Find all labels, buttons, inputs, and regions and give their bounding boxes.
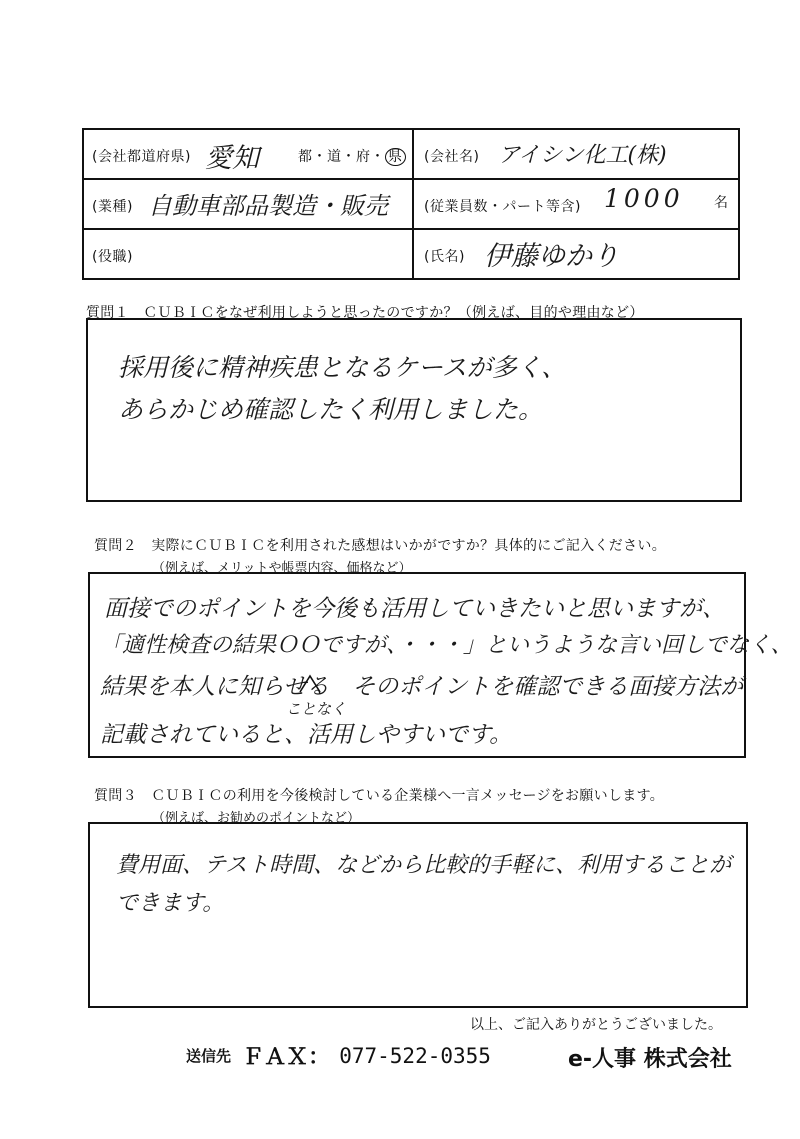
fax-number: 077-522-0355 — [339, 1043, 491, 1068]
prefecture-option-ken: 県 — [385, 148, 406, 166]
insertion-caret-icon — [298, 672, 322, 694]
q2-answer-line-1: 面接でのポイントを今後も活用していきたいと思いますが、 — [104, 596, 725, 622]
q2-insertion-text: ことなく — [286, 700, 347, 718]
employees-label: (従業員数・パート等含) — [424, 199, 581, 215]
fax-label: ＦＡＸ： — [242, 1045, 331, 1070]
footer-company-name: e-人事 株式会社 — [568, 1047, 732, 1072]
send-to-label: 送信先 — [186, 1047, 232, 1065]
q2-answer-line-3: 結果を本人に知らせる そのポイントを確認できる面接方法が — [100, 674, 744, 700]
q3-answer-line-2: できます。 — [116, 891, 225, 916]
q3-subtitle: （例えば、お勧めのポイントなど） — [152, 811, 361, 826]
prefecture-label: (会社都道府県) — [92, 149, 191, 165]
q3-answer-box[interactable] — [88, 822, 748, 1008]
company-value[interactable]: アイシン化工(株) — [498, 143, 667, 168]
q3-answer-line-1: 費用面、テスト時間、などから比較的手軽に、利用することが — [116, 853, 732, 878]
q1-answer-line-2: あらかじめ確認したく利用しました。 — [118, 395, 544, 424]
position-label: (役職) — [92, 249, 133, 265]
employees-value[interactable]: 1000 — [604, 184, 684, 213]
q2-subtitle: （例えば、メリットや帳票内容、価格など） — [152, 561, 412, 576]
industry-value[interactable]: 自動車部品製造・販売 — [148, 192, 388, 220]
q2-answer-line-2: 「適性検査の結果ＯＯですが、・・・」というような言い回しでなく、 — [100, 633, 793, 658]
q1-title: 質問１ ＣＵＢＩＣをなぜ利用しようと思ったのですか？（例えば、目的や理由など） — [86, 305, 644, 321]
q2-title: 質問２ 実際にＣＵＢＩＣを利用された感想はいかがですか？具体的にご記入ください。 — [94, 538, 666, 554]
industry-label: (業種) — [92, 199, 133, 215]
q2-answer-box[interactable] — [88, 572, 793, 758]
prefecture-value[interactable]: 愛知 — [205, 143, 259, 174]
company-label: (会社名) — [424, 149, 480, 165]
q3-title: 質問３ ＣＵＢＩＣの利用を今後検討している企業様へ一言メッセージをお願いします。 — [94, 788, 665, 804]
name-label: (氏名) — [424, 249, 465, 265]
q2-answer-line-4: 記載されていると、活用しやすいです。 — [100, 722, 513, 748]
name-value[interactable]: 伊藤ゆかり — [484, 241, 619, 272]
closing-message: 以上、ご記入ありがとうございました。 — [470, 1017, 722, 1033]
footer — [186, 1040, 491, 1071]
prefecture-options: 都・道・府・ 県 — [298, 146, 406, 166]
q1-answer-line-1: 採用後に精神疾患となるケースが多く、 — [118, 353, 567, 382]
employees-unit: 名 — [714, 195, 729, 211]
q1-answer-box[interactable] — [86, 318, 742, 502]
prefecture-option-fu: 府 — [356, 149, 371, 165]
prefecture-option-do: 道 — [327, 149, 342, 165]
prefecture-option-to: 都 — [298, 149, 313, 165]
